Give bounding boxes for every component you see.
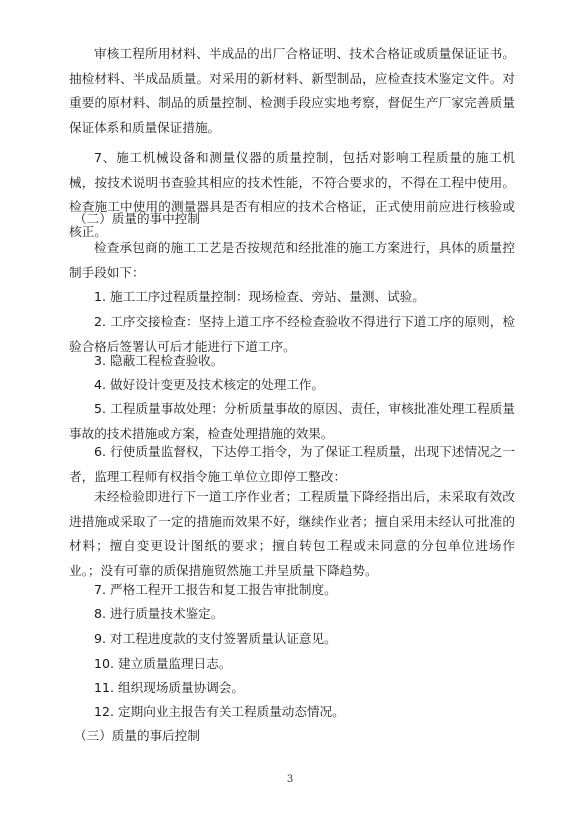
section-heading-in-process-control: （二）质量的事中控制	[74, 211, 200, 226]
list-item-1: 1. 施工工序过程质量控制：现场检查、旁站、量测、试验。	[94, 289, 425, 304]
list-item-8: 8. 进行质量技术鉴定。	[94, 606, 224, 621]
list-item-9: 9. 对工程进度款的支付签署质量认证意见。	[94, 631, 337, 646]
page-number: 3	[286, 774, 294, 785]
list-item-6: 6. 行使质量监督权，下达停工指令，为了保证工程质量，出现下述情况之一者，监理工程师有权指令施工单位立即停工整改：	[69, 444, 515, 484]
list-item-11: 11. 组织现场质量协调会。	[94, 680, 244, 695]
list-item-10: 10. 建立质量监理日志。	[94, 656, 232, 671]
paragraph-machinery-control: 7、施工机械设备和测量仪器的质量控制，包括对影响工程质量的施工机械，按技术说明书查验其相应的技术性能，不符合要求的，不得在工程中使用。检查施工中使用的测量器具是否有相应的技术合格证，正式使用前应进行核验或核正。	[69, 150, 515, 239]
list-item-12: 12. 定期向业主报告有关工程质量动态情况。	[94, 704, 345, 719]
list-item-7: 7. 严格工程开工报告和复工报告审批制度。	[94, 582, 337, 597]
paragraph-materials-review: 审核工程所用材料、半成品的出厂合格证明、技术合格证或质量保证证书。抽检材料、半成品质量。对采用的新材料、新型制品，应检查技术鉴定文件。对重要的原材料、制品的质量控制、检测手段应实地考察，督促生产厂家完善质量保证体系和质量保证措施。	[69, 46, 515, 135]
paragraph-process-inspection: 检查承包商的施工工艺是否按规范和经批准的施工方案进行，具体的质量控制手段如下：	[69, 240, 515, 280]
list-item-4: 4. 做好设计变更及技术核定的处理工作。	[94, 377, 325, 392]
list-item-2: 2. 工序交接检查：坚持上道工序不经检查验收不得进行下道工序的原则，检验合格后签署认可后才能进行下道工序。	[69, 314, 515, 354]
paragraph-stop-work-conditions: 未经检验即进行下一道工序作业者；工程质量下降经指出后，未采取有效改进措施或采取了一定的措施而效果不好，继续作业者；擅自采用未经认可批准的材料；擅自变更设计图纸的要求；擅自转包工程或未同意的分包单位进场作业。；没有可靠的质保措施贸然施工并呈质量下降趋势。	[69, 489, 515, 578]
section-heading-post-control: （三）质量的事后控制	[74, 728, 200, 743]
list-item-3: 3. 隐蔽工程检查验收。	[94, 353, 224, 368]
list-item-5: 5. 工程质量事故处理：分析质量事故的原因、责任，审核批准处理工程质量事故的技术措施或方案，检查处理措施的效果。	[69, 401, 515, 441]
